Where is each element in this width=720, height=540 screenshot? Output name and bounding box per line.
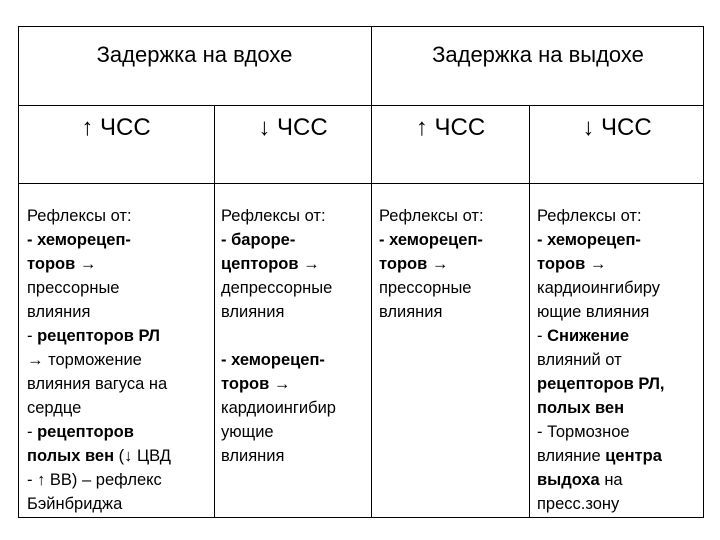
text-line: влияния — [221, 447, 285, 465]
text-line: цепторов → — [221, 255, 320, 273]
text-line: кардиоингибир — [221, 399, 336, 417]
text-line: влияния — [379, 303, 443, 321]
text-line: торов → — [379, 255, 449, 273]
text-line: - бароре- — [221, 231, 296, 249]
cell-col1 — [27, 204, 171, 516]
text-line: Рефлексы от: — [221, 207, 326, 225]
text-line: - ↑ ВВ) – рефлекс — [27, 471, 162, 489]
text-line: влияния — [221, 303, 285, 321]
subheader-1: ↑ ЧСС — [81, 114, 151, 141]
text-line: полых вен (↓ ЦВД — [27, 447, 171, 465]
text-line: ющие влияния — [537, 303, 650, 321]
subheader-4: ↓ ЧСС — [582, 114, 652, 141]
table-divider-left — [214, 105, 215, 518]
text-line: - хеморецеп- — [221, 351, 325, 369]
text-line: рецепторов РЛ, — [537, 375, 665, 393]
cell-col2 — [221, 204, 336, 468]
text-line: - Снижение — [537, 327, 630, 345]
text-line: торов → — [221, 375, 291, 393]
text-line: → торможение — [27, 351, 142, 369]
text-line: полых вен — [537, 399, 625, 417]
text-line: Рефлексы от: — [379, 207, 484, 225]
cell-col4 — [537, 204, 665, 516]
text-line: кардиоингибиру — [537, 279, 661, 297]
text-line: Бэйнбриджа — [27, 495, 123, 513]
text-line: торов → — [537, 255, 607, 273]
table-divider-main — [371, 26, 372, 518]
cell-col3 — [379, 204, 484, 324]
text-line: торов → — [27, 255, 97, 273]
text-line: сердце — [27, 399, 82, 417]
text-line: - хеморецеп- — [379, 231, 483, 249]
text-line: влияния — [27, 303, 91, 321]
table-divider-right — [529, 105, 530, 518]
text-line: ующие — [221, 423, 274, 441]
text-line: Рефлексы от: — [537, 207, 642, 225]
text-line: выдоха на — [537, 471, 623, 489]
text-line: - рецепторов РЛ — [27, 327, 161, 345]
text-line: прессорные — [379, 279, 472, 297]
text-line: депрессорные — [221, 279, 333, 297]
text-line: пресс.зону — [537, 495, 620, 513]
text-line: прессорные — [27, 279, 120, 297]
header-inhale: Задержка на вдохе — [96, 42, 293, 67]
table-divider-header — [18, 105, 704, 106]
text-line: - Тормозное — [537, 423, 630, 441]
text-line: - рецепторов — [27, 423, 134, 441]
header-exhale: Задержка на выдохе — [432, 42, 644, 67]
table-divider-subheader — [18, 183, 704, 184]
text-line: - хеморецеп- — [27, 231, 131, 249]
text-line: Рефлексы от: — [27, 207, 132, 225]
text-line: влияния вагуса на — [27, 375, 168, 393]
text-line: влияние центра — [537, 447, 662, 465]
text-line: - хеморецеп- — [537, 231, 641, 249]
spacer — [221, 324, 336, 348]
subheader-2: ↓ ЧСС — [258, 114, 328, 141]
text-line: влияний от — [537, 351, 622, 369]
subheader-3: ↑ ЧСС — [415, 114, 486, 141]
